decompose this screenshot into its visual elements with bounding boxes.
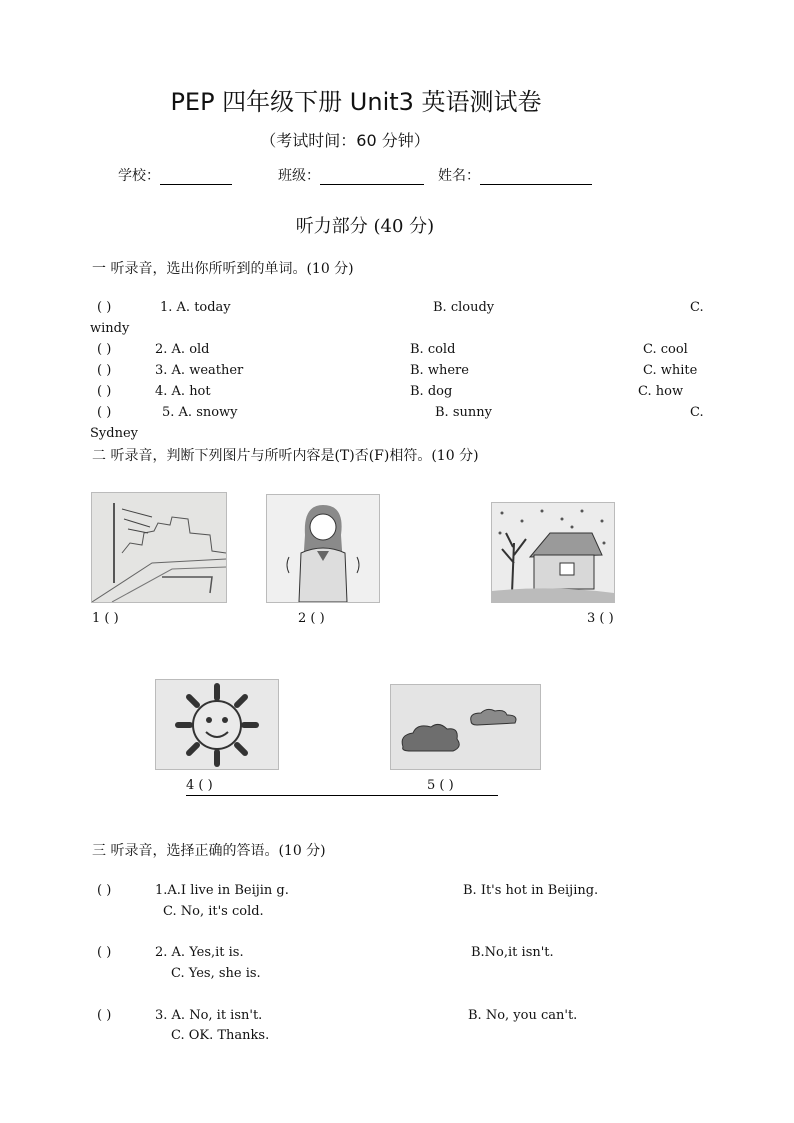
option-b: B. It's hot in Beijing. [463, 883, 599, 898]
exam-duration: （考试时间：60 分钟） [260, 131, 430, 150]
name-field [438, 165, 592, 185]
answer-paren[interactable]: ( ) [97, 384, 112, 399]
picture-label[interactable]: 4 ( ) [186, 778, 213, 793]
answer-paren[interactable]: ( ) [97, 883, 112, 898]
option-c: C. [690, 405, 704, 420]
option-a: 4. A. hot [155, 384, 211, 399]
option-c: C. OK. Thanks. [171, 1028, 270, 1043]
snowy-house-picture [491, 502, 615, 603]
sun-picture [155, 679, 279, 770]
option-a: 1.A.I live in Beijin g. [155, 883, 289, 898]
option-c: C. [690, 300, 704, 315]
school-label: 学校： [118, 168, 160, 184]
option-b: B. where [410, 363, 469, 378]
answer-paren[interactable]: ( ) [97, 300, 112, 315]
answer-paren[interactable]: ( ) [97, 945, 112, 960]
option-b: B.No,it isn't. [471, 945, 554, 960]
option-a: 3. A. No, it isn't. [155, 1008, 263, 1023]
option-a: 1. A. today [160, 300, 231, 315]
listening-section-title: 听力部分 (40 分) [295, 216, 435, 237]
name-label: 姓名： [438, 168, 480, 184]
class-field [278, 165, 424, 185]
option-a: 3. A. weather [155, 363, 244, 378]
picture-label[interactable]: 5 ( ) [427, 778, 454, 793]
part1-title: 一 听录音，选出你所听到的单词。(10 分) [92, 261, 354, 277]
underline-divider [186, 795, 498, 796]
option-c: C. No, it's cold. [163, 904, 264, 919]
option-c-wrap: windy [90, 321, 130, 336]
class-label: 班级： [278, 168, 320, 184]
part3-title: 三 听录音，选择正确的答语。(10 分) [92, 843, 326, 859]
option-b: B. cloudy [433, 300, 495, 315]
option-b: B. No, you can't. [468, 1008, 578, 1023]
option-c: C. cool [643, 342, 688, 357]
school-field [118, 165, 232, 185]
option-c: C. Yes, she is. [171, 966, 261, 981]
answer-paren[interactable]: ( ) [97, 363, 112, 378]
option-b: B. dog [410, 384, 453, 399]
option-c: C. how [638, 384, 684, 399]
school-blank[interactable] [160, 170, 232, 185]
picture-label[interactable]: 1 ( ) [92, 611, 119, 626]
answer-paren[interactable]: ( ) [97, 1008, 112, 1023]
name-blank[interactable] [480, 170, 592, 185]
picture-label[interactable]: 2 ( ) [298, 611, 325, 626]
page-title: PEP 四年级下册 Unit3 英语测试卷 [170, 88, 542, 116]
option-a: 2. A. old [155, 342, 210, 357]
windy-city-picture [91, 492, 227, 603]
option-b: B. cold [410, 342, 456, 357]
option-a: 5. A. snowy [162, 405, 238, 420]
answer-paren[interactable]: ( ) [97, 405, 112, 420]
option-b: B. sunny [435, 405, 492, 420]
class-blank[interactable] [320, 170, 424, 185]
picture-label[interactable]: 3 ( ) [587, 611, 614, 626]
answer-paren[interactable]: ( ) [97, 342, 112, 357]
clouds-picture [390, 684, 541, 770]
option-a: 2. A. Yes,it is. [155, 945, 244, 960]
cold-girl-picture [266, 494, 380, 603]
option-c: C. white [643, 363, 698, 378]
option-c-wrap: Sydney [90, 426, 138, 441]
part2-title: 二 听录音，判断下列图片与所听内容是(T)否(F)相符。(10 分) [92, 448, 479, 464]
